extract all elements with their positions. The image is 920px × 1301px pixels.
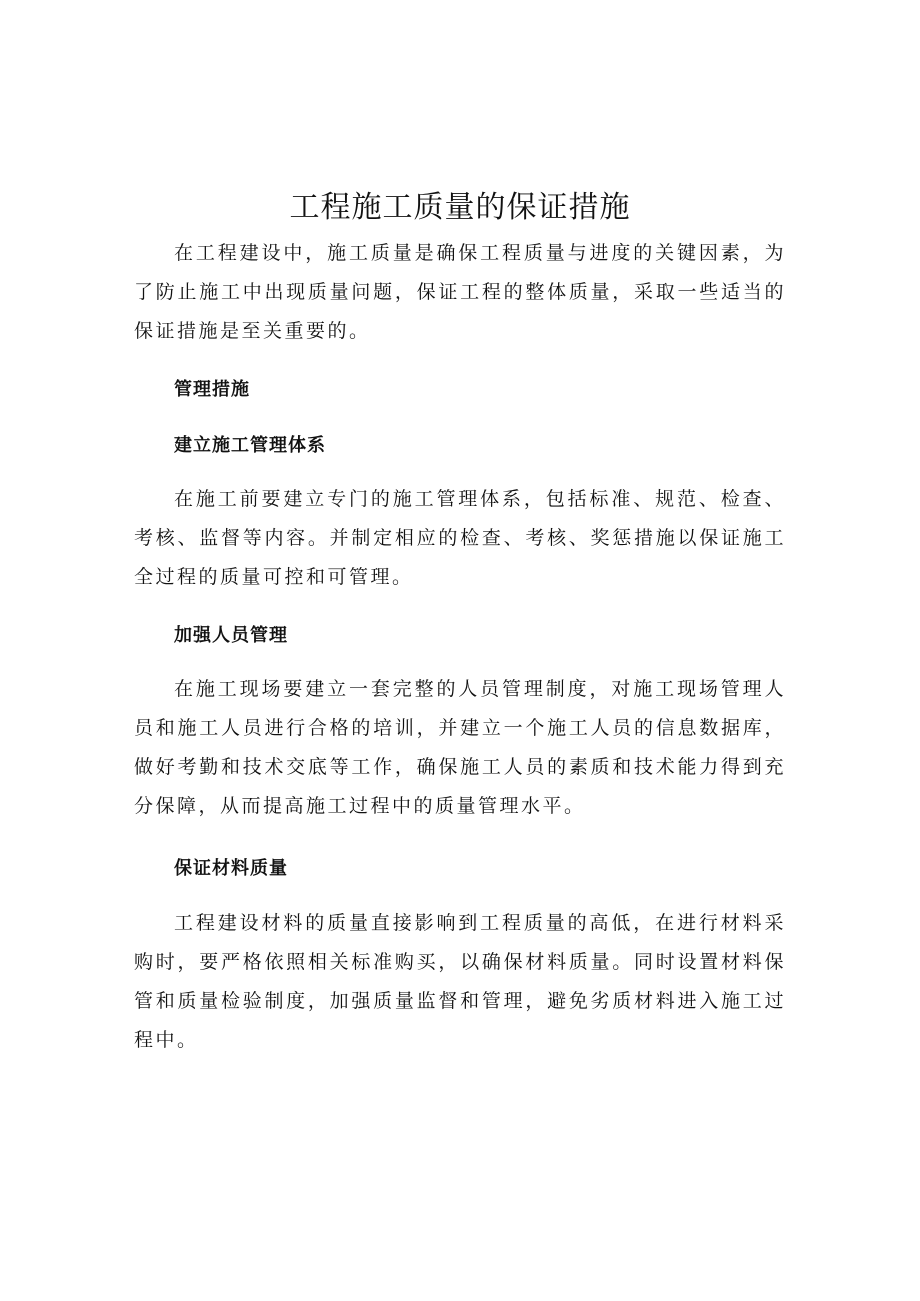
subsection-body-materials: 工程建设材料的质量直接影响到工程质量的高低，在进行材料采购时，要严格依照相关标准购买，以确保材料质量。同时设置材料保管和质量检验制度，加强质量监督和管理，避免劣质材料进入施工过程中。 bbox=[134, 912, 786, 1051]
subsection-heading-materials: 保证材料质量 bbox=[174, 858, 288, 879]
section-heading-management: 管理措施 bbox=[174, 379, 250, 400]
subsection-heading-personnel: 加强人员管理 bbox=[174, 625, 288, 646]
document-title: 工程施工质量的保证措施 bbox=[289, 190, 631, 225]
subsection-body-personnel: 在施工现场要建立一套完整的人员管理制度，对施工现场管理人员和施工人员进行合格的培训，并建立一个施工人员的信息数据库，做好考勤和技术交底等工作，确保施工人员的素质和技术能力得到充分保障，从而提高施工过程中的质量管理水平。 bbox=[134, 678, 786, 817]
intro-paragraph: 在工程建设中，施工质量是确保工程质量与进度的关键因素，为了防止施工中出现质量问题，保证工程的整体质量，采取一些适当的保证措施是至关重要的。 bbox=[134, 242, 786, 342]
subsection-body-management-system: 在施工前要建立专门的施工管理体系，包括标准、规范、检查、考核、监督等内容。并制定相应的检查、考核、奖惩措施以保证施工全过程的质量可控和可管理。 bbox=[134, 488, 786, 588]
subsection-heading-management-system: 建立施工管理体系 bbox=[174, 435, 326, 456]
